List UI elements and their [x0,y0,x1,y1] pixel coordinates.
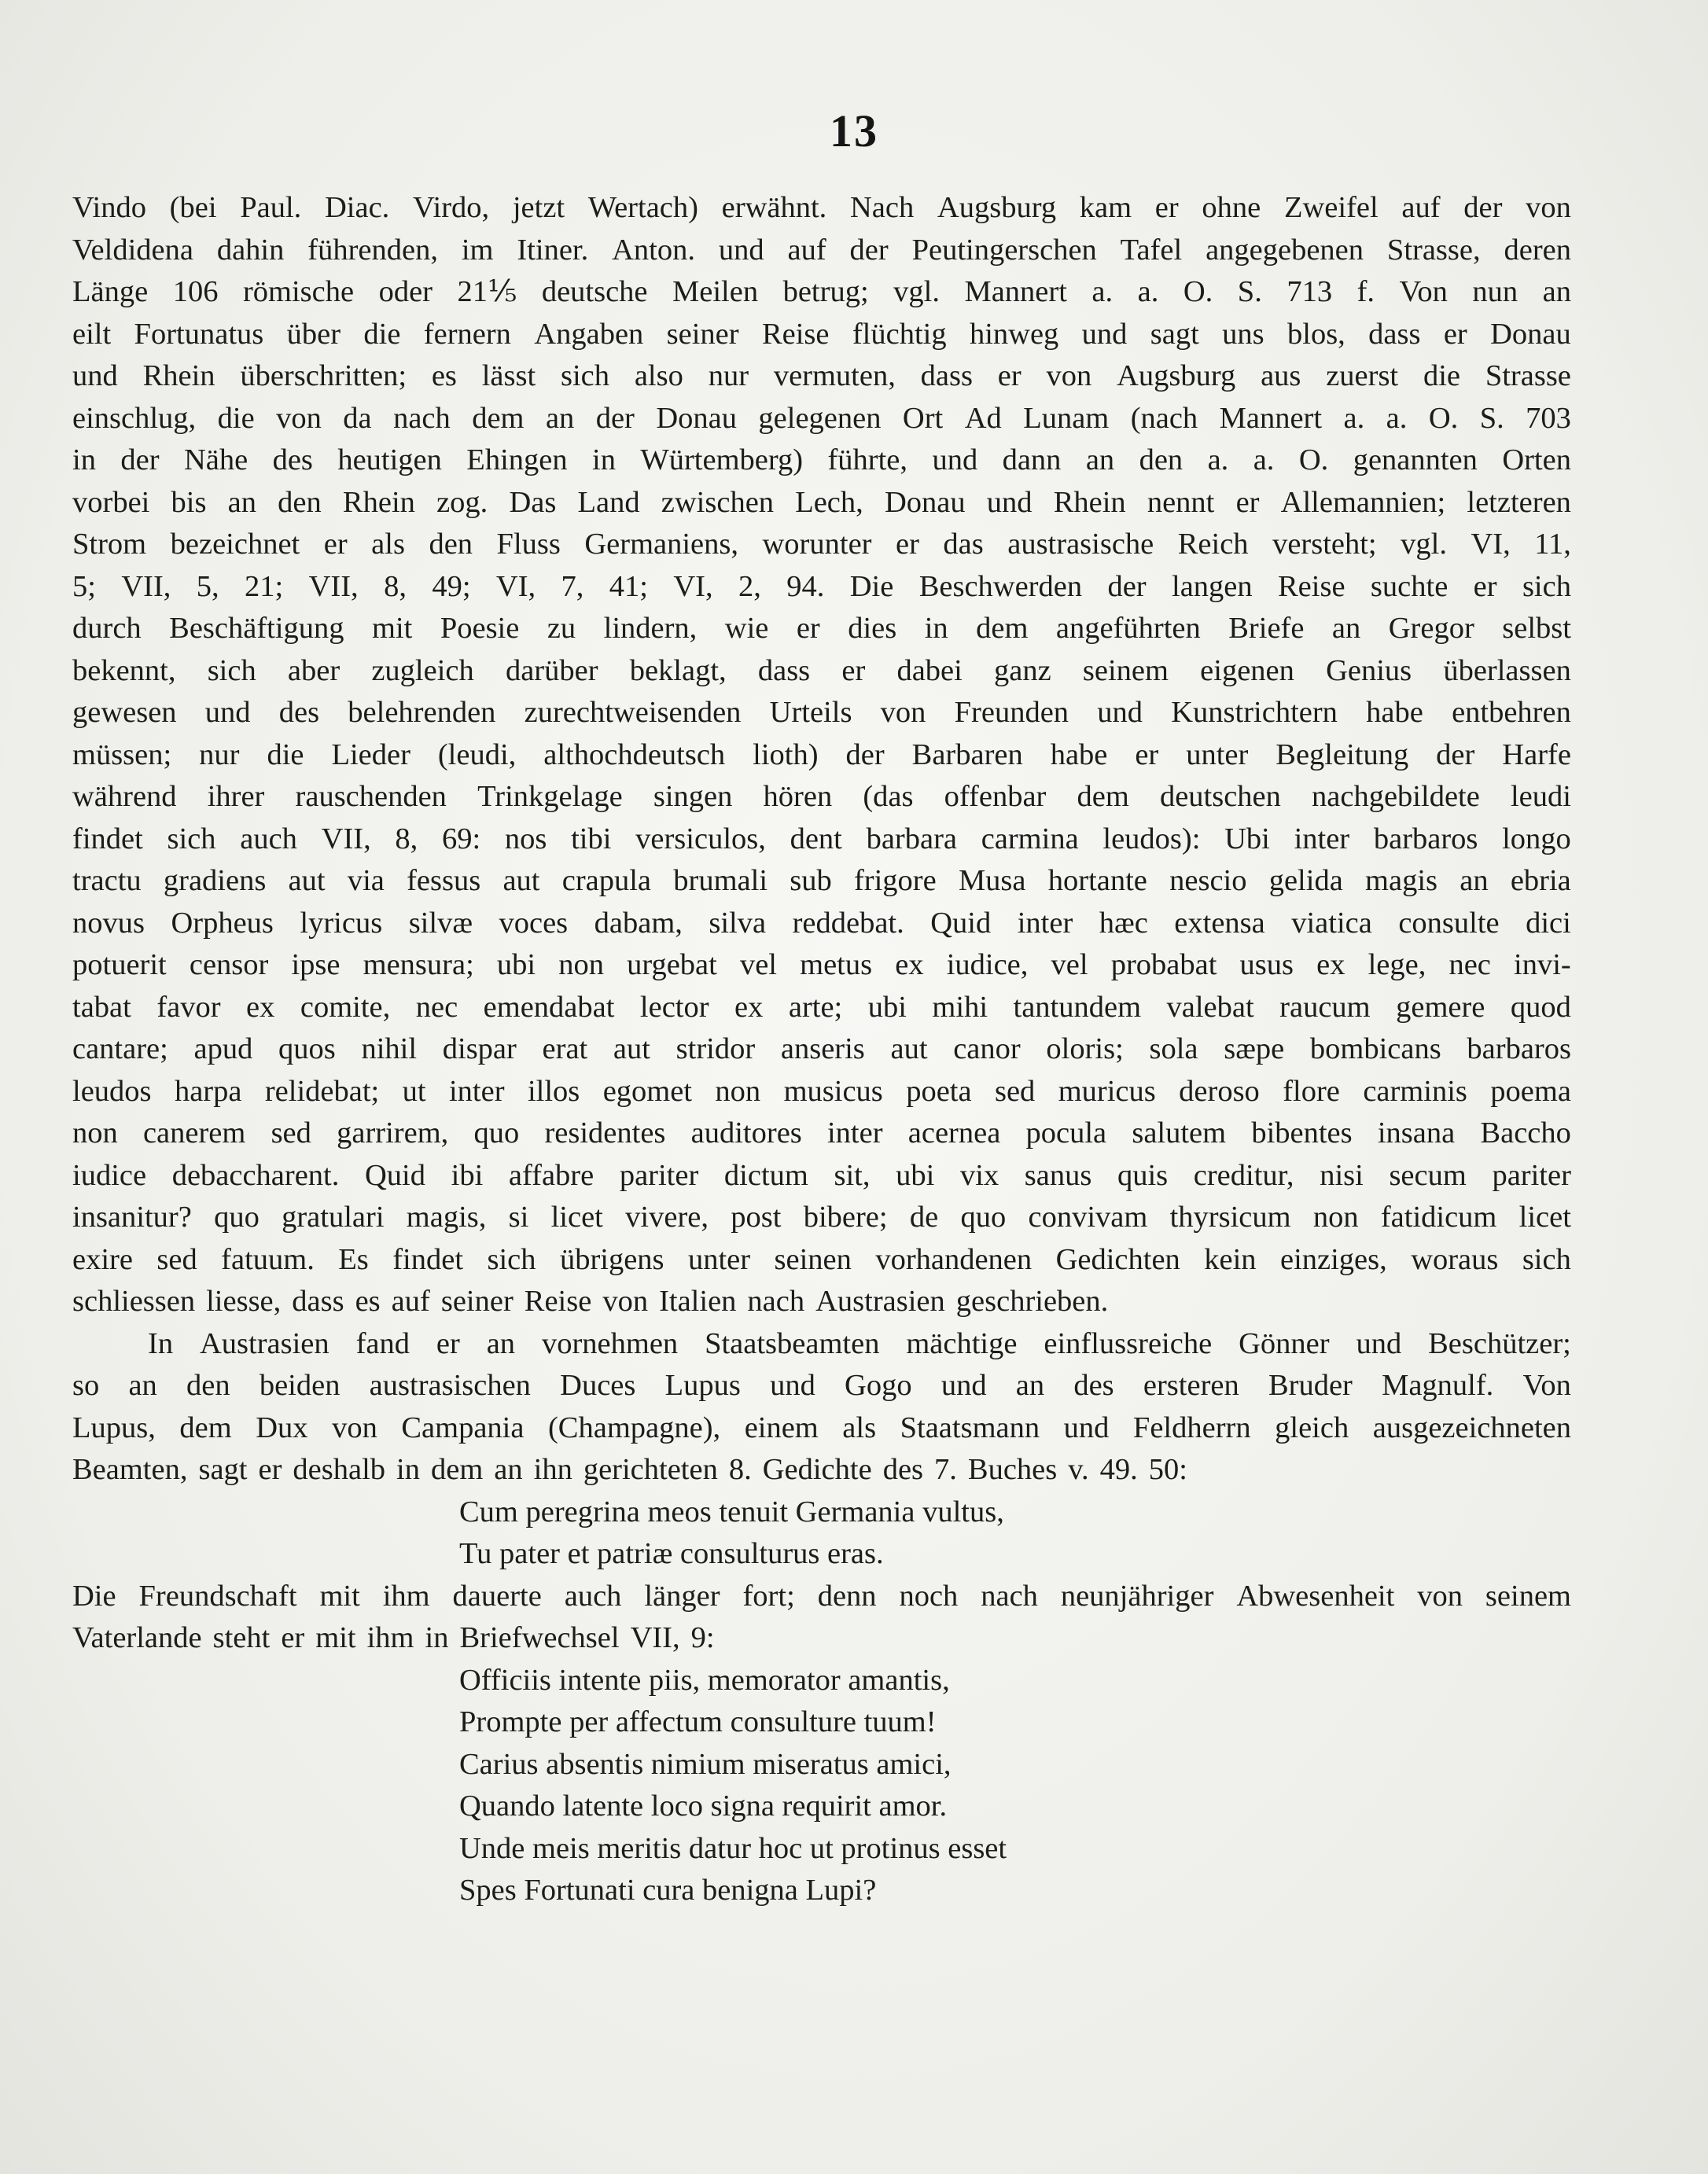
text-line: eilt Fortunatus über die fernern Angaben seiner Reise flüchtig hinweg und sagt uns blos, dass er Donau [72,317,1571,351]
verse-line: Tu pater et patriæ consulturus eras. [459,1537,884,1570]
verse-line: Officiis intente piis, memorator amantis, [459,1663,950,1697]
text-line: einschlug, die von da nach dem an der Donau gelegenen Ort Ad Lunam (nach Mannert a. a. O. S. 703 [72,401,1571,435]
text-line: novus Orpheus lyricus silvæ voces dabam, silva reddebat. Quid inter hæc extensa viatica consulte dici [72,906,1571,940]
text-line: Vaterlande steht er mit ihm in Briefwechsel VII, 9: [72,1621,715,1654]
verse-line: Unde meis meritis datur hoc ut protinus esset [459,1831,1007,1865]
text-line: bekennt, sich aber zugleich darüber beklagt, dass er dabei ganz seinem eigenen Genius überlassen [72,653,1571,687]
text-line: 5; VII, 5, 21; VII, 8, 49; VI, 7, 41; VI, 2, 94. Die Beschwerden der langen Reise suchte er sich [72,569,1571,603]
text-line: müssen; nur die Lieder (leudi, althochdeutsch lioth) der Barbaren habe er unter Begleitung der Harfe [72,738,1571,771]
text-line: cantare; apud quos nihil dispar erat aut stridor anseris aut canor oloris; sola sæpe bombicans barbaros [72,1032,1571,1065]
text-line: schliessen liesse, dass es auf seiner Reise von Italien nach Austrasien geschrieben. [72,1285,1109,1318]
text-line: vorbei bis an den Rhein zog. Das Land zwischen Lech, Donau und Rhein nennt er Allemannien; letzteren [72,485,1571,519]
verse-block-1 [72,1492,1571,1576]
verse-block-2 [72,1660,1571,1912]
text-line: in der Nähe des heutigen Ehingen in Würtemberg) führte, und dann an den a. a. O. genannten Orten [72,443,1571,476]
text-line: insanitur? quo gratulari magis, si licet vivere, post bibere; de quo convivam thyrsicum non fatidicum licet [72,1201,1571,1234]
text-line: tabat favor ex comite, nec emendabat lector ex arte; ubi mihi tantundem valebat raucum gemere quod [72,990,1571,1024]
verse-line: Carius absentis nimium miseratus amici, [459,1747,952,1781]
text-line: Vindo (bei Paul. Diac. Virdo, jetzt Wertach) erwähnt. Nach Augsburg kam er ohne Zweifel auf der von [72,191,1571,224]
text-line: Lupus, dem Dux von Campania (Champagne), einem als Staatsmann und Feldherrn gleich ausgezeichneten [72,1411,1571,1444]
paragraph-1 [72,187,1571,1323]
text-line: leudos harpa relidebat; ut inter illos egomet non musicus poeta sed muricus deroso flore carminis poema [72,1074,1571,1108]
verse-line: Cum peregrina meos tenuit Germania vultus, [459,1495,1004,1528]
paragraph-2 [72,1323,1571,1492]
text-line: so an den beiden austrasischen Duces Lupus und Gogo und an des ersteren Bruder Magnulf. Von [72,1369,1571,1402]
text-line: Länge 106 römische oder 21⅕ deutsche Meilen betrug; vgl. Mannert a. a. O. S. 713 f. Von nun an [72,275,1571,308]
paragraph-3 [72,1576,1571,1660]
text-line: tractu gradiens aut via fessus aut crapula brumali sub frigore Musa hortante nescio gelida magis an ebria [72,864,1571,897]
text-line: Veldidena dahin führenden, im Itiner. Anton. und auf der Peutingerschen Tafel angegebenen Strasse, deren [72,233,1571,267]
page-number: 13 [830,105,878,156]
text-line: potuerit censor ipse mensura; ubi non urgebat vel metus ex iudice, vel probabat usus ex lege, nec invi- [72,948,1571,981]
text-line: iudice debaccharent. Quid ibi affabre pariter dictum sit, ubi vix sanus quis creditur, nisi secum pariter [72,1158,1571,1192]
verse-line: Spes Fortunati cura benigna Lupi? [459,1874,877,1907]
text-line: non canerem sed garrirem, quo residentes auditores inter acernea pocula salutem bibentes insana Baccho [72,1116,1571,1150]
text-line: findet sich auch VII, 8, 69: nos tibi versiculos, dent barbara carmina leudos): Ubi inter barbaros longo [72,822,1571,855]
text-line: In Austrasien fand er an vornehmen Staatsbeamten mächtige einflussreiche Gönner und Beschützer; [148,1326,1571,1360]
text-line: Die Freundschaft mit ihm dauerte auch länger fort; denn noch nach neunjähriger Abwesenheit von seinem [72,1579,1571,1613]
text-line: Beamten, sagt er deshalb in dem an ihn gerichteten 8. Gedichte des 7. Buches v. 49. 50: [72,1453,1187,1486]
text-line: und Rhein überschritten; es lässt sich also nur vermuten, dass er von Augsburg aus zuerst die Strasse [72,359,1571,392]
text-line: Strom bezeichnet er als den Fluss Germaniens, worunter er das austrasische Reich versteht; vgl. VI, 11, [72,528,1571,561]
body-text [72,187,1571,1912]
text-line: durch Beschäftigung mit Poesie zu lindern, wie er dies in dem angeführten Briefe an Gregor selbst [72,612,1571,645]
text-line: exire sed fatuum. Es findet sich übrigens unter seinen vorhandenen Gedichten kein einziges, woraus sich [72,1242,1571,1276]
verse-line: Quando latente loco signa requirit amor. [459,1790,948,1823]
verse-line: Prompte per affectum consulture tuum! [459,1705,937,1738]
text-line: gewesen und des belehrenden zurechtweisenden Urteils von Freunden und Kunstrichtern habe entbehren [72,696,1571,729]
text-line: während ihrer rauschenden Trinkgelage singen hören (das offenbar dem deutschen nachgebildete leudi [72,780,1571,813]
